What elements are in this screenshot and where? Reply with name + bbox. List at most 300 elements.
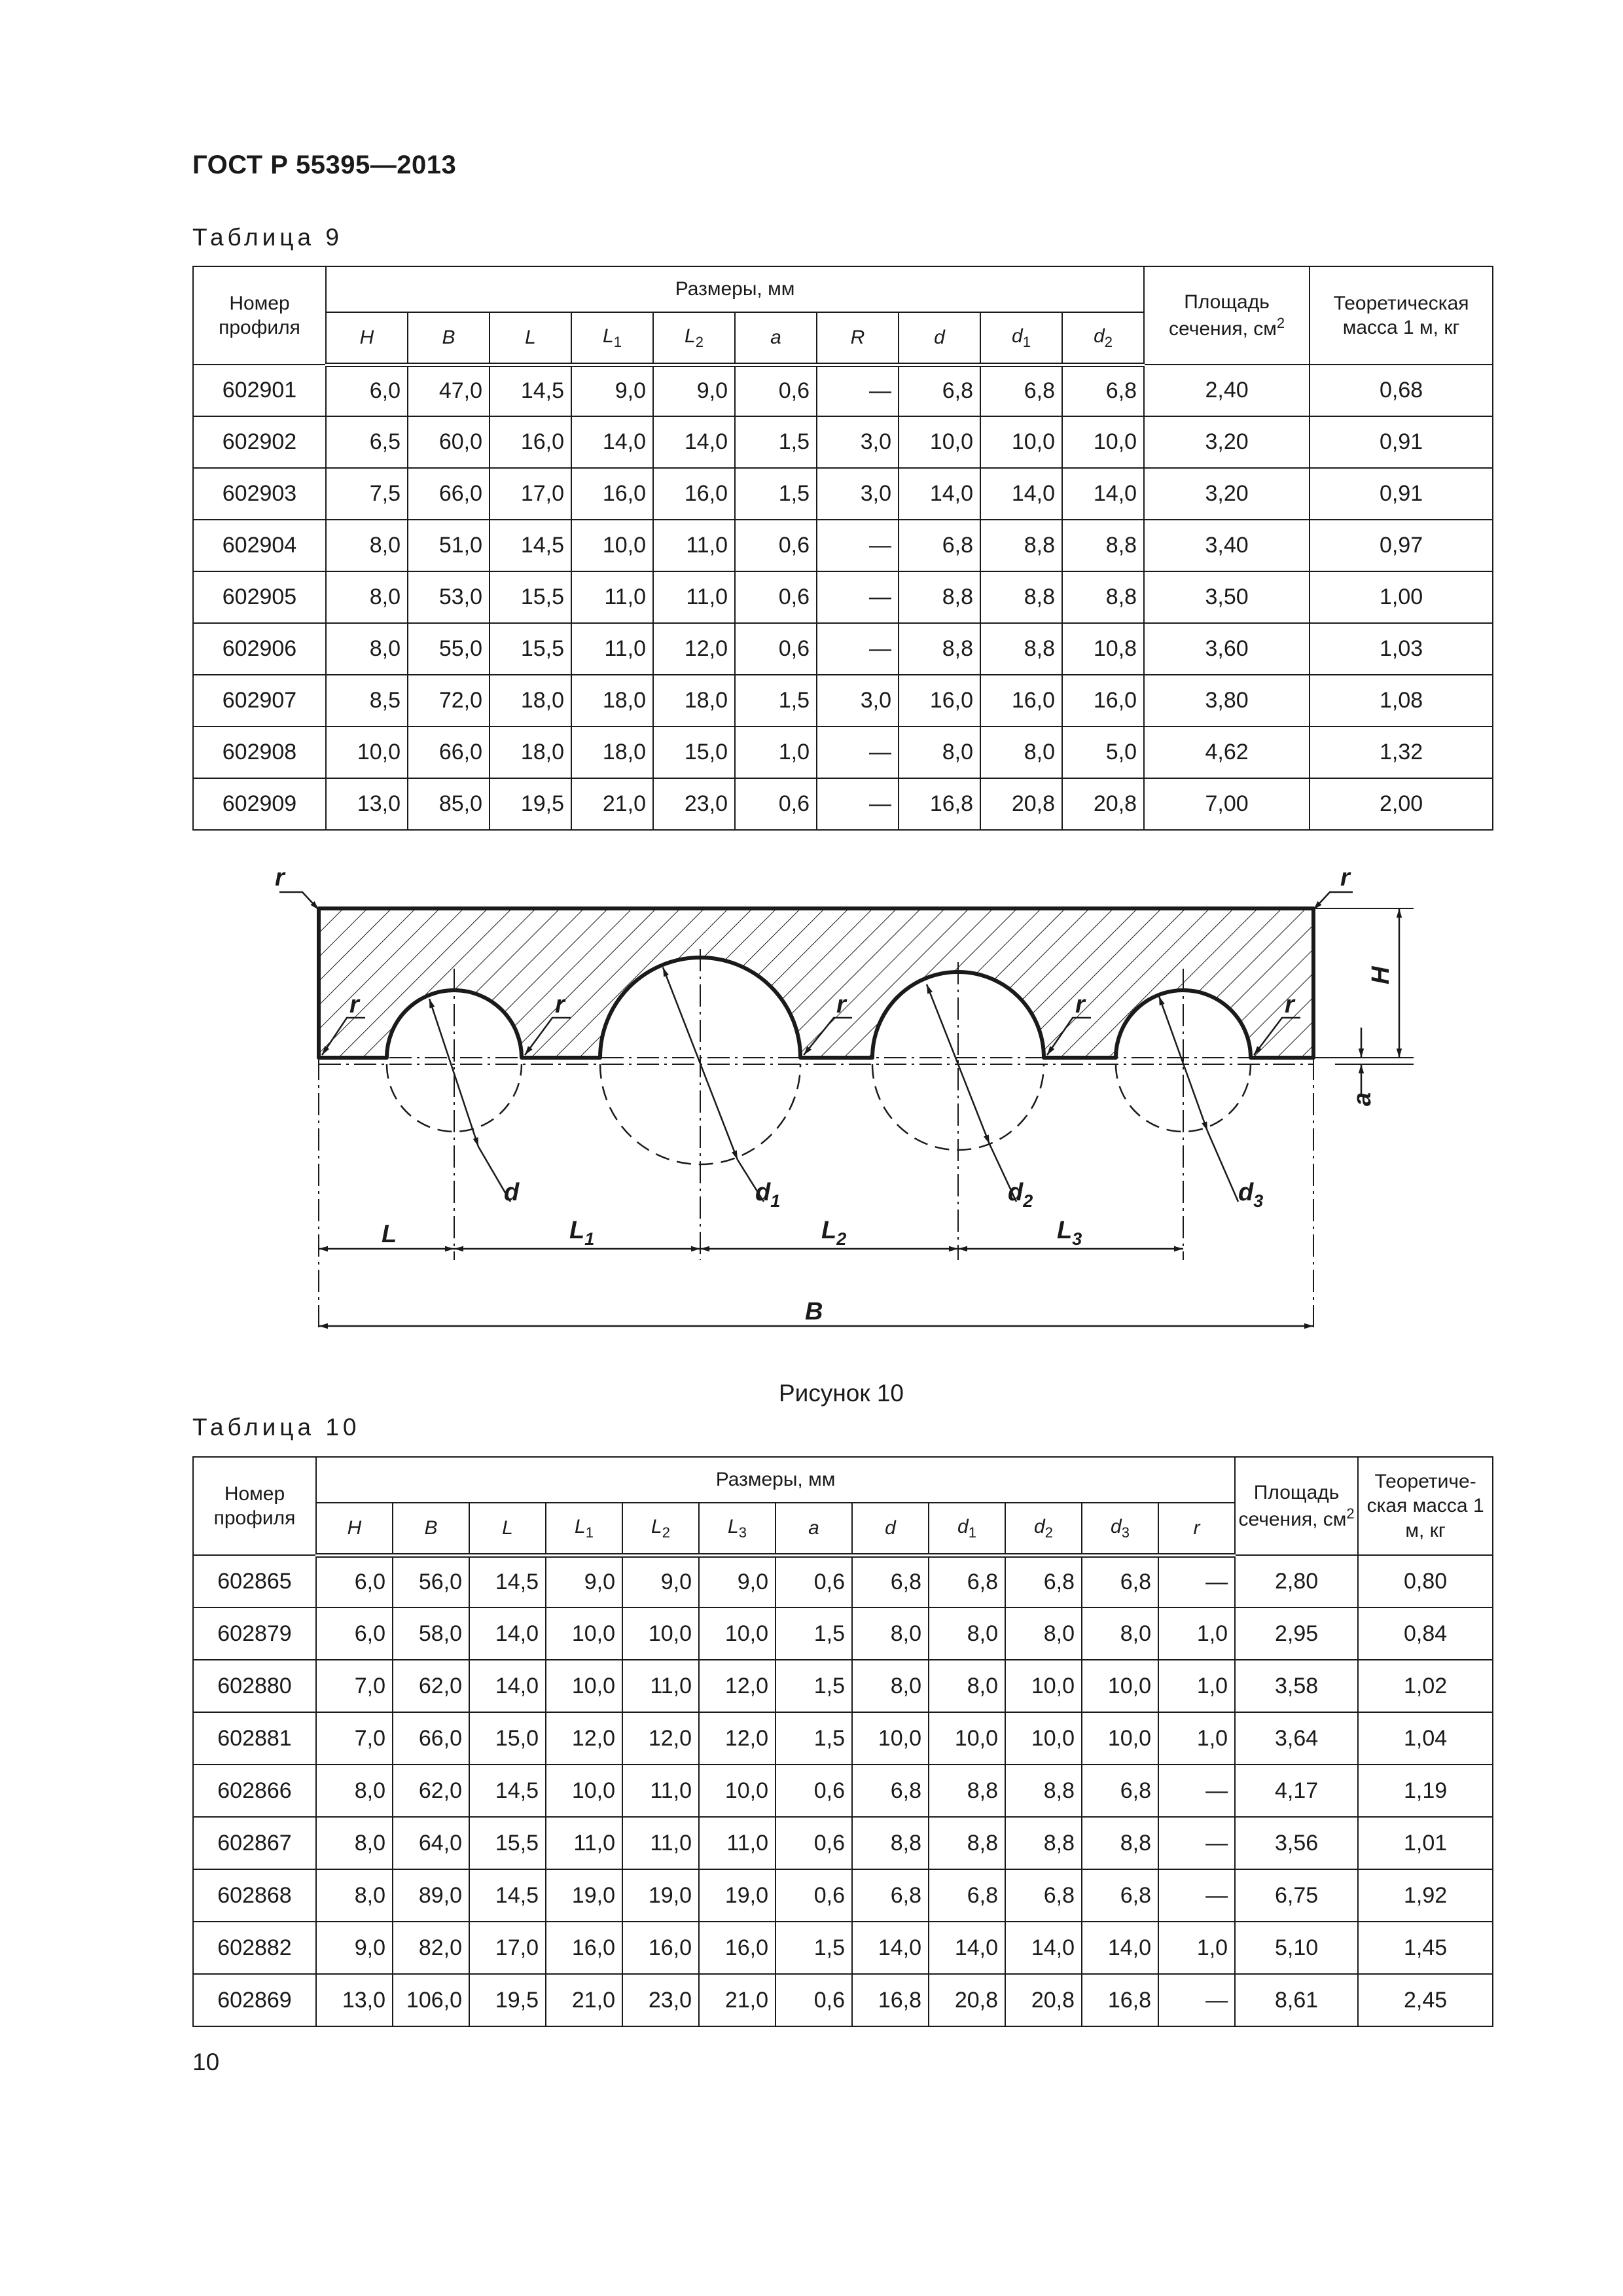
table-cell: 10,0 [899,416,980,468]
table-cell: 6,8 [1082,1869,1158,1922]
table-cell: — [817,623,899,675]
table10-col-header: d [852,1503,929,1555]
table-cell: 106,0 [393,1974,469,2026]
table9-profile-header: Номер профиля [193,266,326,365]
table-cell: 8,0 [1005,1607,1082,1660]
table-cell: 0,6 [776,1765,852,1817]
table-cell: 14,0 [469,1660,546,1712]
table-cell: 8,0 [929,1660,1005,1712]
table-cell: 20,8 [929,1974,1005,2026]
table-cell: 6,8 [852,1869,929,1922]
table10-mass-header: Теоретиче-ская масса 1 м, кг [1358,1457,1493,1555]
table-cell: 10,0 [1062,416,1144,468]
table-cell: 8,0 [852,1607,929,1660]
r-label-inner-5: r [1285,991,1294,1018]
table-cell: 12,0 [546,1712,622,1765]
table-cell: 6,5 [326,416,408,468]
table-cell: 16,0 [899,675,980,726]
table-cell: — [817,726,899,778]
table-cell: 14,0 [1005,1922,1082,1974]
table9-col-header: $d_1$ [980,312,1062,365]
table-cell: 0,80 [1358,1555,1493,1607]
table-cell: 7,5 [326,468,408,520]
table9-col-header: d [899,312,980,365]
table-cell: 15,0 [469,1712,546,1765]
table-cell: 58,0 [393,1607,469,1660]
profile-number-cell: 602881 [193,1712,316,1765]
table-cell: 1,5 [776,1922,852,1974]
table-cell: 82,0 [393,1922,469,1974]
table-cell: 9,0 [699,1555,776,1607]
table-cell: 8,8 [1062,571,1144,623]
table-cell: 1,0 [1158,1712,1235,1765]
table-cell: 0,6 [776,1817,852,1869]
table-cell: 6,8 [1062,365,1144,416]
table-cell: 14,0 [852,1922,929,1974]
table-cell: 8,0 [929,1607,1005,1660]
table-cell: — [817,571,899,623]
table-cell: 14,0 [980,468,1062,520]
table-cell: 9,0 [622,1555,699,1607]
table-cell: 1,08 [1310,675,1493,726]
table-cell: 0,6 [735,520,817,571]
table-cell: 8,8 [980,520,1062,571]
table-row [193,1607,1493,1660]
table10-col-header: $L_3$ [699,1503,776,1555]
table-cell: 2,80 [1235,1555,1358,1607]
table-cell: 7,0 [316,1712,393,1765]
table-cell: — [817,365,899,416]
table-cell: 17,0 [469,1922,546,1974]
table-cell: 8,8 [1082,1817,1158,1869]
table-cell: 6,0 [316,1555,393,1607]
table-cell: 1,0 [1158,1922,1235,1974]
page-number: 10 [192,2049,220,2075]
table-cell: 8,8 [980,571,1062,623]
table-cell: 10,0 [1082,1660,1158,1712]
table10-col-header: H [316,1503,393,1555]
table9-col-header: R [817,312,899,365]
table-cell: 12,0 [622,1712,699,1765]
r-label-inner-3: r [836,991,846,1018]
table-cell: 8,8 [899,623,980,675]
table-cell: 20,8 [980,778,1062,830]
L-label: L [382,1221,397,1248]
table-cell: 8,0 [980,726,1062,778]
table-cell: 21,0 [546,1974,622,2026]
L1-label: $L_1$ [569,1217,595,1249]
table-cell: 16,8 [1082,1974,1158,2026]
table-cell: 8,0 [326,571,408,623]
table-cell: 8,8 [1005,1817,1082,1869]
table-cell: 0,6 [735,623,817,675]
table-cell: 11,0 [571,571,653,623]
table-cell: 15,5 [490,623,571,675]
table-cell: 1,04 [1358,1712,1493,1765]
table-cell: 1,5 [776,1660,852,1712]
table9-mass-header: Теоретическая масса 1 м, кг [1310,266,1493,365]
table-cell: 6,8 [1005,1869,1082,1922]
table-cell: 13,0 [316,1974,393,2026]
table-cell: 0,6 [735,571,817,623]
table-cell: 64,0 [393,1817,469,1869]
table-cell: 19,0 [546,1869,622,1922]
table-row [193,1922,1493,1974]
table-cell: 60,0 [408,416,490,468]
table-cell: 6,8 [899,520,980,571]
table-cell: 6,0 [326,365,408,416]
table-cell: 11,0 [622,1817,699,1869]
d2-label: $d_2$ [1008,1179,1033,1211]
table-cell: 16,0 [546,1922,622,1974]
table-cell: 3,64 [1235,1712,1358,1765]
table-cell: 62,0 [393,1660,469,1712]
table-cell: 3,58 [1235,1660,1358,1712]
table10-caption: Таблица 10 [192,1414,361,1441]
table-cell: 15,5 [469,1817,546,1869]
r-label-right: r [1340,864,1350,891]
H-label: H [1367,966,1395,984]
table10-col-header: L [469,1503,546,1555]
table-cell: 16,8 [852,1974,929,2026]
profile-number-cell: 602905 [193,571,326,623]
table-row [193,1869,1493,1922]
table-cell: 0,6 [776,1974,852,2026]
table-cell: — [817,778,899,830]
table-cell: 2,45 [1358,1974,1493,2026]
figure-caption: Рисунок 10 [779,1380,904,1407]
profile-number-cell: 602882 [193,1922,316,1974]
table-cell: 3,56 [1235,1817,1358,1869]
table-cell: 1,0 [1158,1660,1235,1712]
table9-col-header: $L_2$ [653,312,735,365]
table-cell: 3,0 [817,416,899,468]
table-cell: 3,0 [817,468,899,520]
table-cell: 89,0 [393,1869,469,1922]
profile-number-cell: 602909 [193,778,326,830]
table-cell: 12,0 [653,623,735,675]
table-cell: 85,0 [408,778,490,830]
table-cell: 8,8 [852,1817,929,1869]
table-row [193,1817,1493,1869]
profile-number-cell: 602866 [193,1765,316,1817]
table-cell: 16,0 [571,468,653,520]
table-cell: 1,45 [1358,1922,1493,1974]
table-cell: 10,0 [546,1607,622,1660]
table-cell: 3,80 [1144,675,1310,726]
profile-number-cell: 602906 [193,623,326,675]
table10-col-header: $d_3$ [1082,1503,1158,1555]
table-cell: 6,8 [899,365,980,416]
r-label-left: r [275,864,285,891]
table10-col-header: $L_1$ [546,1503,622,1555]
table-cell: 6,0 [316,1607,393,1660]
table-cell: 2,95 [1235,1607,1358,1660]
table-cell: 6,8 [852,1555,929,1607]
table-cell: 9,0 [546,1555,622,1607]
table-cell: 2,00 [1310,778,1493,830]
table-cell: 0,6 [776,1555,852,1607]
table9-col-header: L [490,312,571,365]
table-cell: 10,0 [546,1660,622,1712]
table-cell: 7,0 [316,1660,393,1712]
table-cell: 0,91 [1310,416,1493,468]
table-cell: 6,8 [852,1765,929,1817]
table-cell: 19,0 [622,1869,699,1922]
table-cell: 12,0 [699,1712,776,1765]
table-cell: 6,8 [1005,1555,1082,1607]
table9-caption: Таблица 9 [192,224,343,251]
profile-number-cell: 602903 [193,468,326,520]
table-cell: 14,0 [469,1607,546,1660]
profile-number-cell: 602867 [193,1817,316,1869]
table-cell: 14,0 [571,416,653,468]
table-cell: 8,0 [316,1869,393,1922]
table10-area-header: Площадь сечения, $см^2$ [1235,1457,1358,1555]
table-cell: 56,0 [393,1555,469,1607]
table-cell: 19,0 [699,1869,776,1922]
table-cell: 3,40 [1144,520,1310,571]
L3-label: $L_3$ [1057,1217,1082,1249]
table-cell: — [817,520,899,571]
table-cell: 8,8 [1062,520,1144,571]
table-cell: 1,92 [1358,1869,1493,1922]
table-cell: 10,8 [1062,623,1144,675]
table-cell: 11,0 [546,1817,622,1869]
table9-col-header: $L_1$ [571,312,653,365]
table-cell: 23,0 [622,1974,699,2026]
table-cell: 1,5 [735,416,817,468]
table-cell: 23,0 [653,778,735,830]
table-cell: 14,5 [469,1765,546,1817]
table-cell: 1,19 [1358,1765,1493,1817]
table-cell: 0,84 [1358,1607,1493,1660]
table-cell: 14,5 [490,365,571,416]
table-cell: 0,6 [735,365,817,416]
table10 [192,1456,1493,2027]
table-cell: 55,0 [408,623,490,675]
profile-number-cell: 602869 [193,1974,316,2026]
table-cell: 10,0 [622,1607,699,1660]
table-cell: 10,0 [546,1765,622,1817]
table-cell: 21,0 [571,778,653,830]
table-cell: 8,61 [1235,1974,1358,2026]
table-row [193,1974,1493,2026]
table-cell: 1,0 [1158,1607,1235,1660]
table-cell: 9,0 [653,365,735,416]
table-cell: 11,0 [622,1765,699,1817]
table-cell: 18,0 [490,726,571,778]
table-cell: 8,8 [980,623,1062,675]
table-cell: 11,0 [622,1660,699,1712]
r-label-inner-4: r [1075,991,1085,1018]
table-cell: 51,0 [408,520,490,571]
table-cell: 1,5 [776,1607,852,1660]
table-cell: 10,0 [852,1712,929,1765]
profile-number-cell: 602901 [193,365,326,416]
table-row [193,1765,1493,1817]
table10-col-header: $d_1$ [929,1503,1005,1555]
table-cell: 16,0 [490,416,571,468]
table-cell: 20,8 [1005,1974,1082,2026]
table9-col-header: a [735,312,817,365]
table-cell: 16,0 [980,675,1062,726]
table-cell: 6,8 [1082,1765,1158,1817]
table-cell: 3,20 [1144,416,1310,468]
table-cell: 0,97 [1310,520,1493,571]
table-cell: 1,02 [1358,1660,1493,1712]
table10-col-header: $L_2$ [622,1503,699,1555]
table-cell: 10,0 [699,1765,776,1817]
table-cell: 18,0 [490,675,571,726]
table-cell: 1,03 [1310,623,1493,675]
table-cell: 53,0 [408,571,490,623]
table-cell: 4,17 [1235,1765,1358,1817]
table-cell: 11,0 [571,623,653,675]
table-cell: 8,0 [1082,1607,1158,1660]
table-cell: 8,8 [929,1765,1005,1817]
table-cell: 10,0 [326,726,408,778]
table-cell: 1,5 [735,675,817,726]
table9-area-header: Площадь сечения, $см^2$ [1144,266,1310,365]
table-cell: 8,0 [326,623,408,675]
table-cell: 16,0 [622,1922,699,1974]
table-cell: 10,0 [929,1712,1005,1765]
table-cell: 14,0 [653,416,735,468]
table-cell: 2,40 [1144,365,1310,416]
table-cell: 16,8 [899,778,980,830]
d-label: d [504,1179,520,1206]
table-cell: 21,0 [699,1974,776,2026]
table-cell: 11,0 [653,571,735,623]
table-cell: — [1158,1974,1235,2026]
table-cell: 10,0 [1082,1712,1158,1765]
table-cell: — [1158,1555,1235,1607]
table-cell: 8,0 [316,1817,393,1869]
table-cell: 6,75 [1235,1869,1358,1922]
d1-label: $d_1$ [755,1179,781,1211]
table-cell: 18,0 [571,726,653,778]
a-label: a [1349,1092,1376,1106]
table-cell: 10,0 [1005,1660,1082,1712]
profile-number-cell: 602868 [193,1869,316,1922]
table-cell: 4,62 [1144,726,1310,778]
table-cell: 47,0 [408,365,490,416]
table-row [193,1660,1493,1712]
document-header: ГОСТ Р 55395—2013 [192,151,457,179]
L2-label: $L_2$ [821,1217,847,1249]
table-cell: 6,8 [1082,1555,1158,1607]
table-cell: 0,91 [1310,468,1493,520]
B-label: B [805,1298,823,1325]
table-cell: 1,00 [1310,571,1493,623]
table-cell: 16,0 [1062,675,1144,726]
table-cell: 8,8 [929,1817,1005,1869]
table-row [193,1555,1493,1607]
profile-number-cell: 602907 [193,675,326,726]
table-cell: 8,8 [1005,1765,1082,1817]
table-cell: 3,50 [1144,571,1310,623]
table10-col-header: r [1158,1503,1235,1555]
table-cell: 8,0 [316,1765,393,1817]
table10-col-header: B [393,1503,469,1555]
table-cell: 8,8 [899,571,980,623]
table-cell: 62,0 [393,1765,469,1817]
table-cell: 15,0 [653,726,735,778]
table-cell: 10,0 [699,1607,776,1660]
table-cell: 3,60 [1144,623,1310,675]
table-cell: 72,0 [408,675,490,726]
table-cell: 1,32 [1310,726,1493,778]
table9-col-header: H [326,312,408,365]
table-cell: 11,0 [653,520,735,571]
table-cell: 8,0 [899,726,980,778]
table-cell: 66,0 [408,726,490,778]
table-cell: 0,6 [735,778,817,830]
table-cell: — [1158,1765,1235,1817]
table-cell: 14,0 [929,1922,1005,1974]
table-cell: 66,0 [408,468,490,520]
table-cell: 66,0 [393,1712,469,1765]
profile-number-cell: 602879 [193,1607,316,1660]
table-cell: 19,5 [490,778,571,830]
table-cell: 5,0 [1062,726,1144,778]
table-cell: 14,5 [490,520,571,571]
table-cell: 1,5 [735,468,817,520]
table-row [193,1712,1493,1765]
table9-col-header: $d_2$ [1062,312,1144,365]
table-cell: 7,00 [1144,778,1310,830]
table-cell: 10,0 [980,416,1062,468]
table-cell: 1,0 [735,726,817,778]
table-cell: 10,0 [1005,1712,1082,1765]
table-cell: 16,0 [653,468,735,520]
table-cell: 6,8 [929,1555,1005,1607]
table-cell: 0,6 [776,1869,852,1922]
table-cell: 6,8 [980,365,1062,416]
profile-number-cell: 602904 [193,520,326,571]
profile-number-cell: 602880 [193,1660,316,1712]
table-cell: 14,5 [469,1869,546,1922]
table-cell: 3,0 [817,675,899,726]
table-cell: 17,0 [490,468,571,520]
d3-label: $d_3$ [1238,1179,1264,1211]
r-label-inner-1: r [349,991,359,1018]
table-cell: 3,20 [1144,468,1310,520]
table-cell: 1,5 [776,1712,852,1765]
table-cell: 6,8 [929,1869,1005,1922]
table-cell: 8,0 [852,1660,929,1712]
table-cell: — [1158,1869,1235,1922]
table-cell: 14,0 [1082,1922,1158,1974]
profile-number-cell: 602902 [193,416,326,468]
table-cell: 11,0 [699,1817,776,1869]
table-cell: 0,68 [1310,365,1493,416]
table-cell: 1,01 [1358,1817,1493,1869]
table-cell: 8,5 [326,675,408,726]
table-cell: 9,0 [316,1922,393,1974]
table-cell: 8,0 [326,520,408,571]
profile-section [319,908,1313,1058]
table-cell: 15,5 [490,571,571,623]
table9-col-header: B [408,312,490,365]
table-cell: 10,0 [571,520,653,571]
table10-profile-header: Номер профиля [193,1457,316,1555]
table10-col-header: $d_2$ [1005,1503,1082,1555]
profile-number-cell: 602908 [193,726,326,778]
table-cell: 12,0 [699,1660,776,1712]
table-cell: 19,5 [469,1974,546,2026]
